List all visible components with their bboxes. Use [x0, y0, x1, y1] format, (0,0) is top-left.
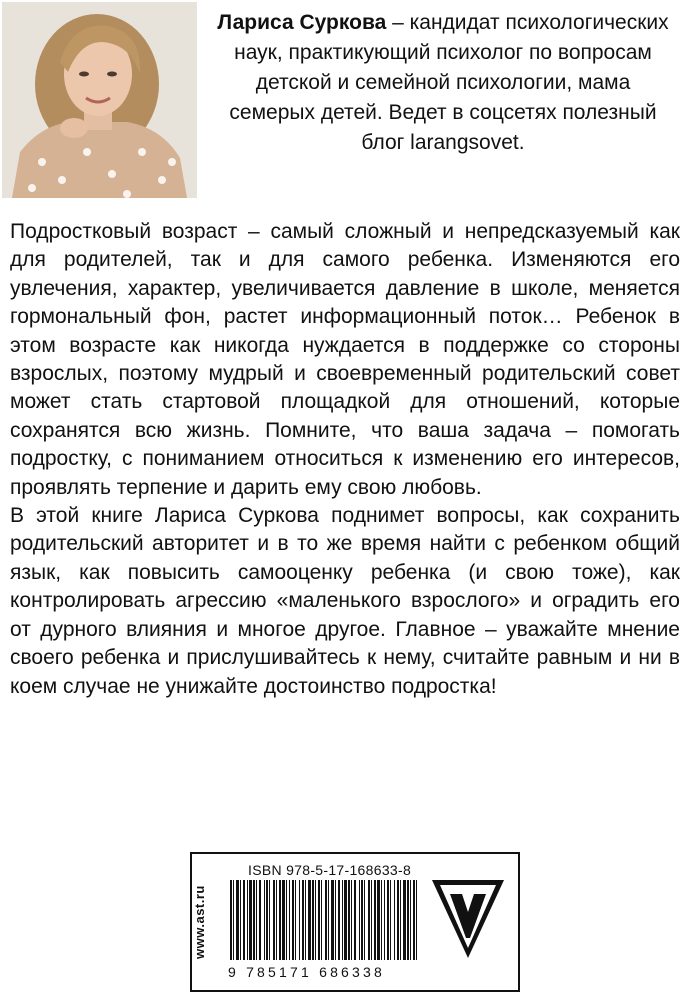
barcode-bar: [253, 880, 255, 960]
isbn-number: ISBN 978-5-17-168633-8: [248, 862, 412, 878]
barcode-bar: [338, 880, 340, 960]
barcode-bar: [266, 880, 268, 960]
age-rating-logo: [430, 876, 506, 962]
barcode-bar: [403, 880, 406, 960]
barcode-bar: [413, 880, 415, 960]
barcode-bar: [259, 880, 261, 960]
barcode-bar: [279, 880, 281, 960]
barcode-bar: [247, 880, 248, 960]
description-paragraph-2: В этой книге Лариса Суркова поднимет вопросы, как сохранить родительский авторитет и в то же время найти с ребенком общий язык, как повысить самооценку ребенка (и свою тоже), как контролировать агрессию «маленького взрослого» и оградить его от дурного влияния и многое другое. Главное – уважайте мнение своего ребенка и прислушивайтесь к нему, считайте равным и ни в коем случае не унижайте достоинство подростка!: [10, 504, 680, 698]
barcode-bar: [302, 880, 304, 960]
barcode-bar: [315, 880, 316, 960]
barcode-bar: [361, 880, 363, 960]
author-name: Лариса Суркова: [217, 11, 387, 34]
barcode-bar: [390, 880, 391, 960]
barcode-bar: [243, 880, 245, 960]
barcode-bar: [351, 880, 352, 960]
barcode-bar: [410, 880, 411, 960]
barcode-bar: [256, 880, 257, 960]
publisher-website: www.ast.ru: [192, 885, 207, 959]
barcode-bar: [282, 880, 285, 960]
barcode-bar: [230, 880, 232, 960]
description-paragraph-1: Подростковый возраст – самый сложный и непредсказуемый как для родителей, так и для самого ребенка. Изменяются его увлечения, характер, увеличивается давление в школе, меняется гормональный фон, растет информационный поток… Ребенок в этом возрасте как никогда нуждается в поддержке со стороны взрослых, поэтому мудрый и своевременный родительский совет может стать стартовой площадкой для отношений, которые сохранятся всю жизнь. Помните, что ваша задача – помогать подростку, с пониманием относиться к изменению его интересов, проявлять терпение и дарить ему свою любовь.: [10, 220, 680, 499]
barcode-bar: [269, 880, 270, 960]
barcode-bar: [240, 880, 241, 960]
barcode-bar: [416, 880, 417, 960]
barcode-bar: [384, 880, 385, 960]
barcode-bar: [273, 880, 275, 960]
barcode-bar: [331, 880, 334, 960]
author-description: – кандидат психологических наук, практикующий психолог по вопросам детской и семейной психологии, мама семерых детей. Ведет в соцсетях полезный блог larangsovet.: [229, 11, 669, 154]
author-photo: [2, 2, 197, 198]
barcode-bar: [236, 880, 239, 960]
ean-number: 9 785171 686338: [228, 964, 385, 980]
barcode-bar: [299, 880, 300, 960]
barcode-bar: [264, 880, 265, 960]
barcode-bar: [342, 880, 343, 960]
barcode-bar: [286, 880, 287, 960]
barcode-bar: [344, 880, 347, 960]
barcode-bar: [377, 880, 380, 960]
barcode-bar: [295, 880, 296, 960]
barcode-bar: [233, 880, 234, 960]
barcode-bar: [374, 880, 376, 960]
barcode-bar: [318, 880, 320, 960]
barcode-bar: [368, 880, 370, 960]
barcode-bar: [328, 880, 329, 960]
barcode-bar: [359, 880, 360, 960]
barcode-bar: [348, 880, 350, 960]
barcode-bar: [387, 880, 389, 960]
barcode-bar: [394, 880, 395, 960]
barcode-bar: [308, 880, 311, 960]
barcode-bar: [249, 880, 252, 960]
barcode-bar: [381, 880, 382, 960]
barcode-bar: [354, 880, 356, 960]
barcode-bar: [400, 880, 401, 960]
barcode-bar: [407, 880, 409, 960]
book-description: [10, 218, 680, 701]
barcode-bar: [364, 880, 365, 960]
barcode-bar: [312, 880, 314, 960]
barcode-bar: [305, 880, 306, 960]
barcode-bars: [228, 880, 423, 962]
barcode-bar: [292, 880, 294, 960]
barcode-bar: [371, 880, 372, 960]
barcode-bar: [276, 880, 277, 960]
barcode-bar: [325, 880, 327, 960]
author-bio: [212, 8, 674, 158]
barcode-bar: [289, 880, 290, 960]
barcode-bar: [321, 880, 322, 960]
barcode-bar: [397, 880, 399, 960]
barcode-bar: [335, 880, 336, 960]
